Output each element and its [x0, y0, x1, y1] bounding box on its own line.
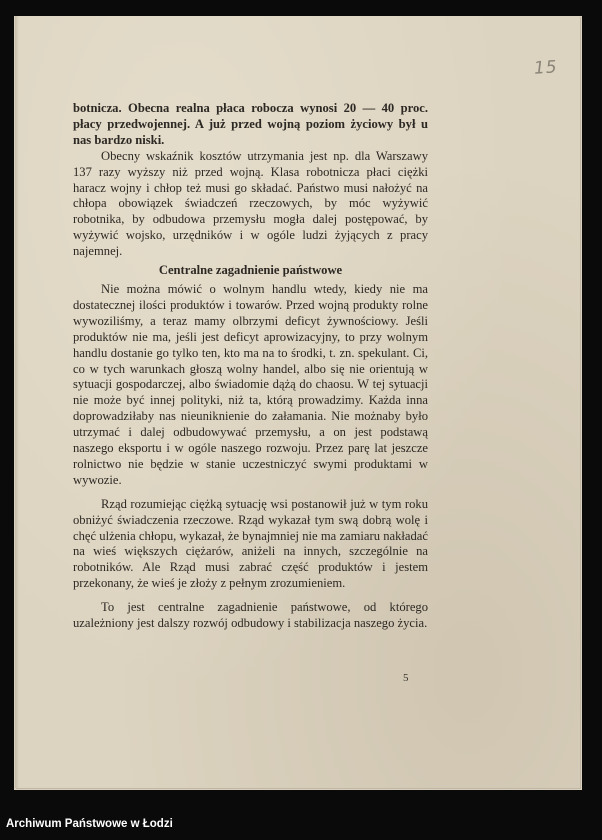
paragraph-3: Nie można mówić o wolnym handlu wtedy, kiedy nie ma dostatecznej ilości produktów i towarów. Przed wojną produkty rolne wywoziliśmy, a teraz mamy olbrzymi deficyt żywnościowy. Jeśli produktów nie ma, jeśli jest deficyt aprowizacyjny, to przy wolnym handlu dostanie go tylko ten, kto ma na to środki, t. zn. spekulant. Ci, co w tych warunkach głoszą wolny handel, albo się nie orientują w sytuacji gospodarczej, albo świadomie dążą do chaosu. W tej sytuacji nie może być innej polityki, niż ta, którą prowadzimy. Każda inna doprowadziłaby nas nieuniknienie do załamania. Nie możnaby było utrzymać i dalej odbudowywać przemysłu, a on jest podstawą naszego eksportu i w ogóle naszego rozwoju. Przez parę lat jeszcze rolnictwo nie będzie w stanie uczestniczyć swymi produktami w wywozie. [73, 281, 428, 487]
document-body [73, 101, 428, 632]
archive-name: Archiwum Państwowe w Łodzi [6, 818, 173, 830]
paragraph-2: Obecny wskaźnik kosztów utrzymania jest np. dla Warszawy 137 razy wyższy niż przed wojną. Klasa robotnicza płaci ciężki haracz wojny i chłop też musi go składać. Państwo musi nałożyć na chłopa obowiązek świadczeń rzeczowych, by móc wyżywić robotnika, by odbudowa przemysłu mogła dalej postępować, by wyżywić wojsko, urzędników i w ogóle ludzi żyjących z pracy najemnej. [73, 148, 428, 259]
page-fold-shadow [15, 16, 19, 788]
section-heading: Centralne zagadnienie państwowe [158, 263, 343, 278]
pencil-margin-note: 15 [533, 57, 559, 79]
paragraph-5: To jest centralne zagadnienie państwowe, od którego uzależniony jest dalszy rozwój odbudowy i stabilizacja naszego życia. [73, 600, 428, 631]
paragraph-4: Rząd rozumiejąc ciężką sytuację wsi postanowił już w tym roku obniżyć świadczenia rzeczowe. Rząd wykazał tym swą dobrą wolę i chęć ulżenia chłopu, wykazał, że bynajmniej nie ma zamiaru nakładać na wieś większych ciężarów, aniżeli na innych, szczególnie na robotników. Ale Rząd musi zabrać część produktów i jestem przekonany, że wieś je złoży z pełnym zrozumieniem. [73, 496, 428, 591]
archive-footer [0, 812, 602, 840]
page-number: 5 [403, 672, 409, 684]
paragraph-1: botnicza. Obecna realna płaca robocza wynosi 20 — 40 proc. płacy przedwojennej. A już przed wojną poziom życiowy był u nas bardzo niski. [73, 101, 428, 147]
